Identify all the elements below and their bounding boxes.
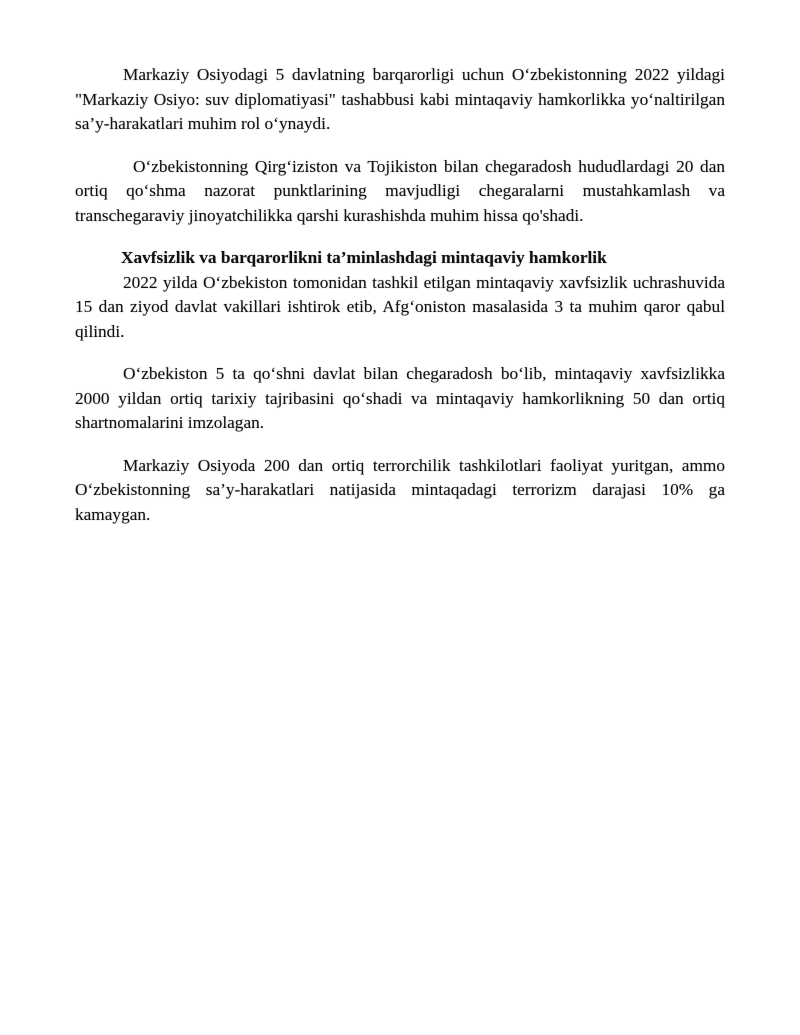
paragraph-security-meeting: 2022 yilda O‘zbekiston tomonidan tashkil etilgan mintaqaviy xavfsizlik uchrashuvida 15 dan ziyod davlat vakillari ishtirok etib, Afg‘oniston masalasida 3 ta muhim qaror qabul qilindi. [75, 272, 725, 341]
paragraph-border-checkpoints: O‘zbekistonning Qirg‘iziston va Tojikiston bilan chegaradosh hududlardagi 20 dan ortiq qo‘shma nazorat punktlarining mavjudligi chegaralarni mustahkamlash va transchegaraviy jinoyatchilikka qarshi kurashishda muhim hissa qo'shadi. [75, 156, 725, 225]
document-body [75, 63, 725, 545]
section-heading: Xavfsizlik va barqarorlikni ta’minlashdagi mintaqaviy hamkorlik [121, 248, 607, 267]
paragraph-terrorism-decline: Markaziy Osiyoda 200 dan ortiq terrorchilik tashkilotlari faoliyat yuritgan, ammo O‘zbekistonning sa’y-harakatlari natijasida mintaqadagi terrorizm darajasi 10% ga kamaygan. [75, 455, 725, 524]
paragraph-water-diplomacy: Markaziy Osiyodagi 5 davlatning barqarorligi uchun O‘zbekistonning 2022 yildagi "Markaziy Osiyo: suv diplomatiyasi" tashabbusi kabi mintaqaviy hamkorlikka yo‘naltirilgan sa’y-harakatlari muhim rol o‘ynaydi. [75, 65, 725, 133]
paragraph-neighbor-states: O‘zbekiston 5 ta qo‘shni davlat bilan chegaradosh bo‘lib, mintaqaviy xavfsizlikka 2000 yildan ortiq tarixiy tajribasini qo‘shadi va mintaqaviy hamkorlikning 50 dan ortiq shartnomalarini imzolagan. [75, 364, 725, 432]
